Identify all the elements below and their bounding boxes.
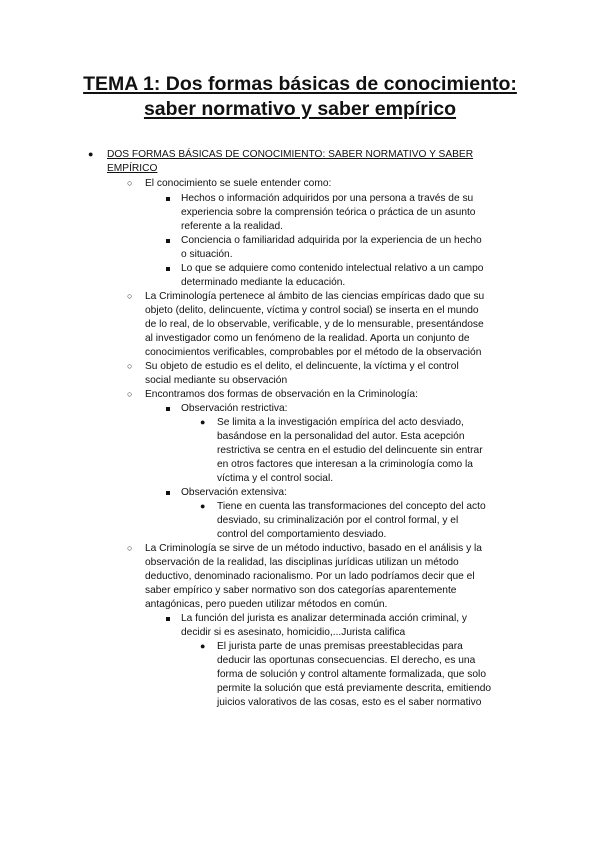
- item1-text: El conocimiento se suele entender como:: [145, 178, 332, 189]
- item2-line1: La Criminología pertenece al ámbito de las ciencias empíricas dado que su: [145, 291, 485, 302]
- obs1-line5: víctima y el control social.: [217, 473, 334, 484]
- bullet-disc-icon: ●: [200, 501, 206, 511]
- item2-line4: al investigador como un fenómeno de la realidad. Aporta un conjunto de: [145, 333, 470, 344]
- item3-line1: Su objeto de estudio es el delito, el delincuente, la víctima y el control: [145, 361, 459, 372]
- bullet-circle-icon: ○: [127, 291, 133, 301]
- bullet-circle-icon: ○: [127, 389, 133, 399]
- item5-subsub-line2: deducir las oportunas consecuencias. El derecho, es una: [217, 655, 476, 666]
- observation-extensive-label: Observación extensiva:: [181, 487, 287, 498]
- obs2-line3: control del comportamiento desviado.: [217, 529, 387, 540]
- obs2-line2: desviado, su criminalización por el control formal, y el: [217, 515, 459, 526]
- item5-subsub-line5: juicios valorativos de las cosas, esto es el saber normativo: [217, 697, 482, 708]
- item1-sub1-line1: Hechos o información adquiridos por una persona a través de su: [181, 193, 474, 204]
- item1-sub2-line2: o situación.: [181, 249, 233, 260]
- obs1-line2: basándose en la personalidad del autor. Esta acepción: [217, 431, 465, 442]
- item5-sub-line2: decidir si es asesinato, homicidio,...Jurista califica: [181, 627, 406, 638]
- obs1-line1: Se limita a la investigación empírica del acto desviado,: [217, 417, 464, 428]
- bullet-square-icon: [166, 267, 170, 271]
- item1-sub1-line3: referente a la realidad.: [181, 221, 283, 232]
- item5-subsub-line4: permite la solución que está previamente descrita, emitiendo: [217, 683, 492, 694]
- section-heading-line-2: EMPÍRICO: [107, 163, 158, 174]
- section-heading-line-1: DOS FORMAS BÁSICAS DE CONOCIMIENTO: SABER NORMATIVO Y SABER: [107, 149, 474, 160]
- bullet-circle-icon: ○: [127, 178, 133, 188]
- bullet-circle-icon: ○: [127, 543, 133, 553]
- item3-line2: social mediante su observación: [145, 375, 288, 386]
- bullet-square-icon: [166, 239, 170, 243]
- item2-line3: de lo real, de lo observable, verificable, y de lo mensurable, presentándose: [145, 319, 484, 330]
- item5-line3: deductivo, denominado racionalismo. Por un lado podríamos decir que el: [145, 571, 475, 582]
- item2-line5: conocimientos verificables, comprobables por el método de la observación: [145, 347, 482, 358]
- bullet-disc-icon: ●: [200, 641, 206, 651]
- item5-line5: antagónicas, pero pueden utilizar métodos en común.: [145, 599, 388, 610]
- item5-line2: observación de la realidad, las disciplinas jurídicas utilizan un método: [145, 557, 459, 568]
- bullet-disc-icon: ●: [200, 417, 206, 427]
- bullet-circle-icon: ○: [127, 361, 133, 371]
- item5-subsub-line3: forma de solución y control altamente formalizada, que solo: [217, 669, 486, 680]
- item1-sub2-line1: Conciencia o familiaridad adquirida por la experiencia de un hecho: [181, 235, 482, 246]
- title-line-1: TEMA 1: Dos formas básicas de conocimiento:: [83, 73, 517, 95]
- bullet-square-icon: [166, 407, 170, 411]
- observation-restrictive-label: Observación restrictiva:: [181, 403, 288, 414]
- bullet-square-icon: [166, 197, 170, 201]
- bullet-disc-icon: ●: [88, 149, 94, 159]
- item5-subsub-line1: El jurista parte de unas premisas preestablecidas para: [217, 641, 463, 652]
- item5-line4: saber empírico y saber normativo son dos categorías aparentemente: [145, 585, 457, 596]
- item4-text: Encontramos dos formas de observación en la Criminología:: [145, 389, 418, 400]
- obs1-line4: en otros factores que interesan a la criminología como la: [217, 459, 473, 470]
- item1-sub3-line2: determinado mediante la educación.: [181, 277, 346, 288]
- item5-sub-line1: La función del jurista es analizar determinada acción criminal, y: [181, 613, 467, 624]
- bullet-square-icon: [166, 491, 170, 495]
- obs2-line1: Tiene en cuenta las transformaciones del concepto del acto: [217, 501, 486, 512]
- title-line-2: saber normativo y saber empírico: [143, 98, 457, 120]
- item2-line2: objeto (delito, delincuente, víctima y control social) se inserta en el mundo: [145, 305, 479, 316]
- obs1-line3: restrictiva se centra en el estudio del delincuente sin entrar: [217, 445, 483, 456]
- item1-sub1-line2: experiencia sobre la comprensión teórica o práctica de un asunto: [181, 207, 476, 218]
- item1-sub3-line1: Lo que se adquiere como contenido intelectual relativo a un campo: [181, 263, 484, 274]
- page-title: [0, 72, 600, 122]
- bullet-square-icon: [166, 617, 170, 621]
- item5-line1: La Criminología se sirve de un método inductivo, basado en el análisis y la: [145, 543, 482, 554]
